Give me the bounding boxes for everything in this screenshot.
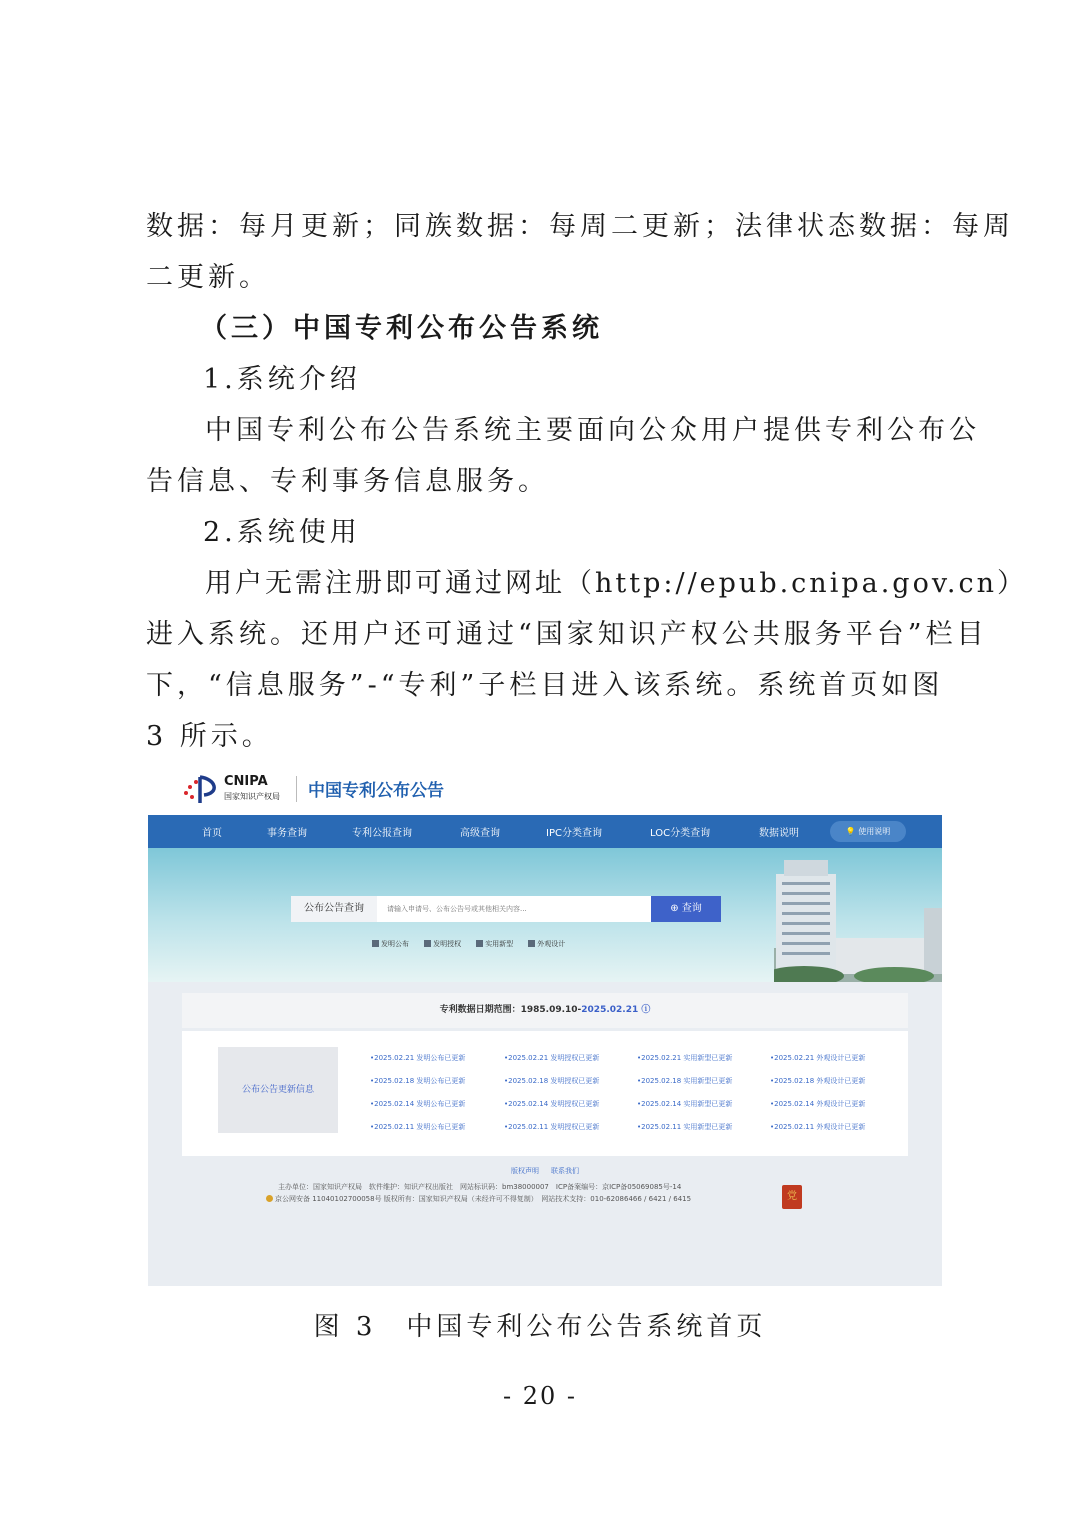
update-link[interactable]: •2025.02.14 实用新型已更新 — [637, 1100, 733, 1108]
para1-line1: 数据：每月更新；同族数据：每周二更新；法律状态数据：每周 — [146, 211, 1014, 242]
contact-link[interactable]: 联系我们 — [551, 1167, 579, 1175]
para3-line1: 用户无需注册即可通过网址（http://epub.cnipa.gov.cn） — [205, 568, 1027, 599]
nav-advanced-query[interactable]: 高级查询 — [460, 828, 500, 839]
header-divider — [296, 776, 297, 802]
update-link[interactable]: •2025.02.21 外观设计已更新 — [770, 1054, 866, 1062]
search-button[interactable] — [651, 896, 721, 922]
update-link[interactable]: •2025.02.14 外观设计已更新 — [770, 1100, 866, 1108]
data-date-range — [182, 993, 908, 1028]
update-info-panel — [182, 1031, 908, 1156]
update-link[interactable]: •2025.02.21 发明授权已更新 — [504, 1054, 600, 1062]
search-banner — [148, 848, 942, 982]
footer-info-line1: 主办单位：国家知识产权局 软件维护：知识产权出版社 网站标识码：bm38000007 ICP备案编号：京ICP备05069085号-14 — [278, 1183, 682, 1191]
nav-data-notes[interactable]: 数据说明 — [759, 828, 799, 839]
subheading-usage: 2.系统使用 — [203, 517, 361, 548]
search-type-label: 公布公告查询 — [291, 896, 377, 922]
filter-label: 实用新型 — [485, 940, 514, 948]
section-heading: （三）中国专利公布公告系统 — [200, 313, 603, 344]
search-box — [291, 896, 721, 922]
logo-text: CNIPA — [224, 774, 268, 789]
search-filters — [372, 931, 575, 950]
para2-line1: 中国专利公布公告系统主要面向公众用户提供专利公布公 — [205, 415, 980, 446]
lightbulb-icon: 💡 — [845, 827, 856, 836]
main-nav — [148, 815, 942, 848]
update-link[interactable]: •2025.02.11 外观设计已更新 — [770, 1123, 866, 1131]
filter-label: 发明公布 — [381, 940, 409, 948]
filter-label: 发明授权 — [433, 940, 462, 948]
nav-loc-query[interactable]: LOC分类查询 — [650, 828, 711, 839]
update-link[interactable]: •2025.02.11 发明公布已更新 — [370, 1123, 466, 1131]
site-header — [148, 760, 942, 815]
figure-caption: 图 3 中国专利公布公告系统首页 — [313, 1312, 767, 1342]
nav-ipc-query[interactable]: IPC分类查询 — [546, 828, 602, 839]
update-link[interactable]: •2025.02.18 外观设计已更新 — [770, 1077, 866, 1085]
footer-info-line2-wrap — [266, 1194, 691, 1204]
update-link[interactable]: •2025.02.14 发明公布已更新 — [370, 1100, 466, 1108]
filter-design[interactable] — [528, 939, 565, 949]
info-icon[interactable]: ⓘ — [641, 1005, 651, 1015]
footer-info-line2: 京公网安备 11040102700058号 版权所有：国家知识产权局（未经许可不得复制） 网站技术支持：010-62086466 / 6421 / 6415 — [275, 1195, 692, 1203]
update-link[interactable]: •2025.02.21 发明公布已更新 — [370, 1054, 466, 1062]
filter-utility-model[interactable] — [476, 939, 513, 949]
update-link[interactable]: •2025.02.11 发明授权已更新 — [504, 1123, 600, 1131]
cnipa-logo-icon — [182, 773, 222, 805]
search-input[interactable] — [383, 896, 649, 922]
checkbox-icon — [424, 940, 431, 947]
checkbox-icon — [528, 940, 535, 947]
update-link[interactable]: •2025.02.11 实用新型已更新 — [637, 1123, 733, 1131]
update-link[interactable]: •2025.02.21 实用新型已更新 — [637, 1054, 733, 1062]
help-button-label: 使用说明 — [858, 827, 891, 836]
para3-line4: 3 所示。 — [146, 721, 273, 752]
nav-gazette-query[interactable]: 专利公报查询 — [352, 828, 412, 839]
update-info-label: 公布公告更新信息 — [218, 1047, 338, 1133]
filter-label: 外观设计 — [537, 940, 566, 948]
update-link[interactable]: •2025.02.14 发明授权已更新 — [504, 1100, 600, 1108]
nav-affairs-query[interactable]: 事务查询 — [267, 828, 307, 839]
site-title: 中国专利公布公告 — [308, 781, 444, 801]
search-icon: ⊕ — [670, 903, 679, 914]
update-link[interactable]: •2025.02.18 发明授权已更新 — [504, 1077, 600, 1085]
checkbox-icon — [476, 940, 483, 947]
help-button[interactable] — [830, 821, 906, 842]
police-badge-icon — [266, 1195, 273, 1202]
date-range-prefix: 专利数据日期范围：1985.09.10- — [439, 1005, 582, 1015]
nav-home[interactable]: 首页 — [202, 828, 222, 839]
search-button-label: 查询 — [681, 903, 702, 914]
para1-line2: 二更新。 — [146, 262, 270, 293]
system-homepage-screenshot — [148, 760, 942, 1286]
filter-invention-grant[interactable] — [424, 939, 461, 949]
date-range-end: 2025.02.21 — [581, 1005, 639, 1015]
page-number: - 20 - — [502, 1382, 577, 1410]
checkbox-icon — [372, 940, 379, 947]
office-building-image — [774, 848, 942, 982]
para2-line2: 告信息、专利事务信息服务。 — [146, 466, 549, 497]
para3-line2: 进入系统。还用户还可通过“国家知识产权公共服务平台”栏目 — [146, 619, 988, 650]
logo-agency-name: 国家知识产权局 — [224, 792, 280, 801]
update-link[interactable]: •2025.02.18 实用新型已更新 — [637, 1077, 733, 1085]
para3-line3: 下，“信息服务”-“专利”子栏目进入该系统。系统首页如图 — [146, 670, 944, 701]
copyright-link[interactable]: 版权声明 — [511, 1167, 539, 1175]
gov-site-badge-icon[interactable]: 党 — [782, 1185, 802, 1209]
subheading-intro: 1.系统介绍 — [203, 364, 361, 395]
filter-invention-publication[interactable] — [372, 939, 409, 949]
footer-links — [148, 1166, 942, 1176]
update-link[interactable]: •2025.02.18 发明公布已更新 — [370, 1077, 466, 1085]
